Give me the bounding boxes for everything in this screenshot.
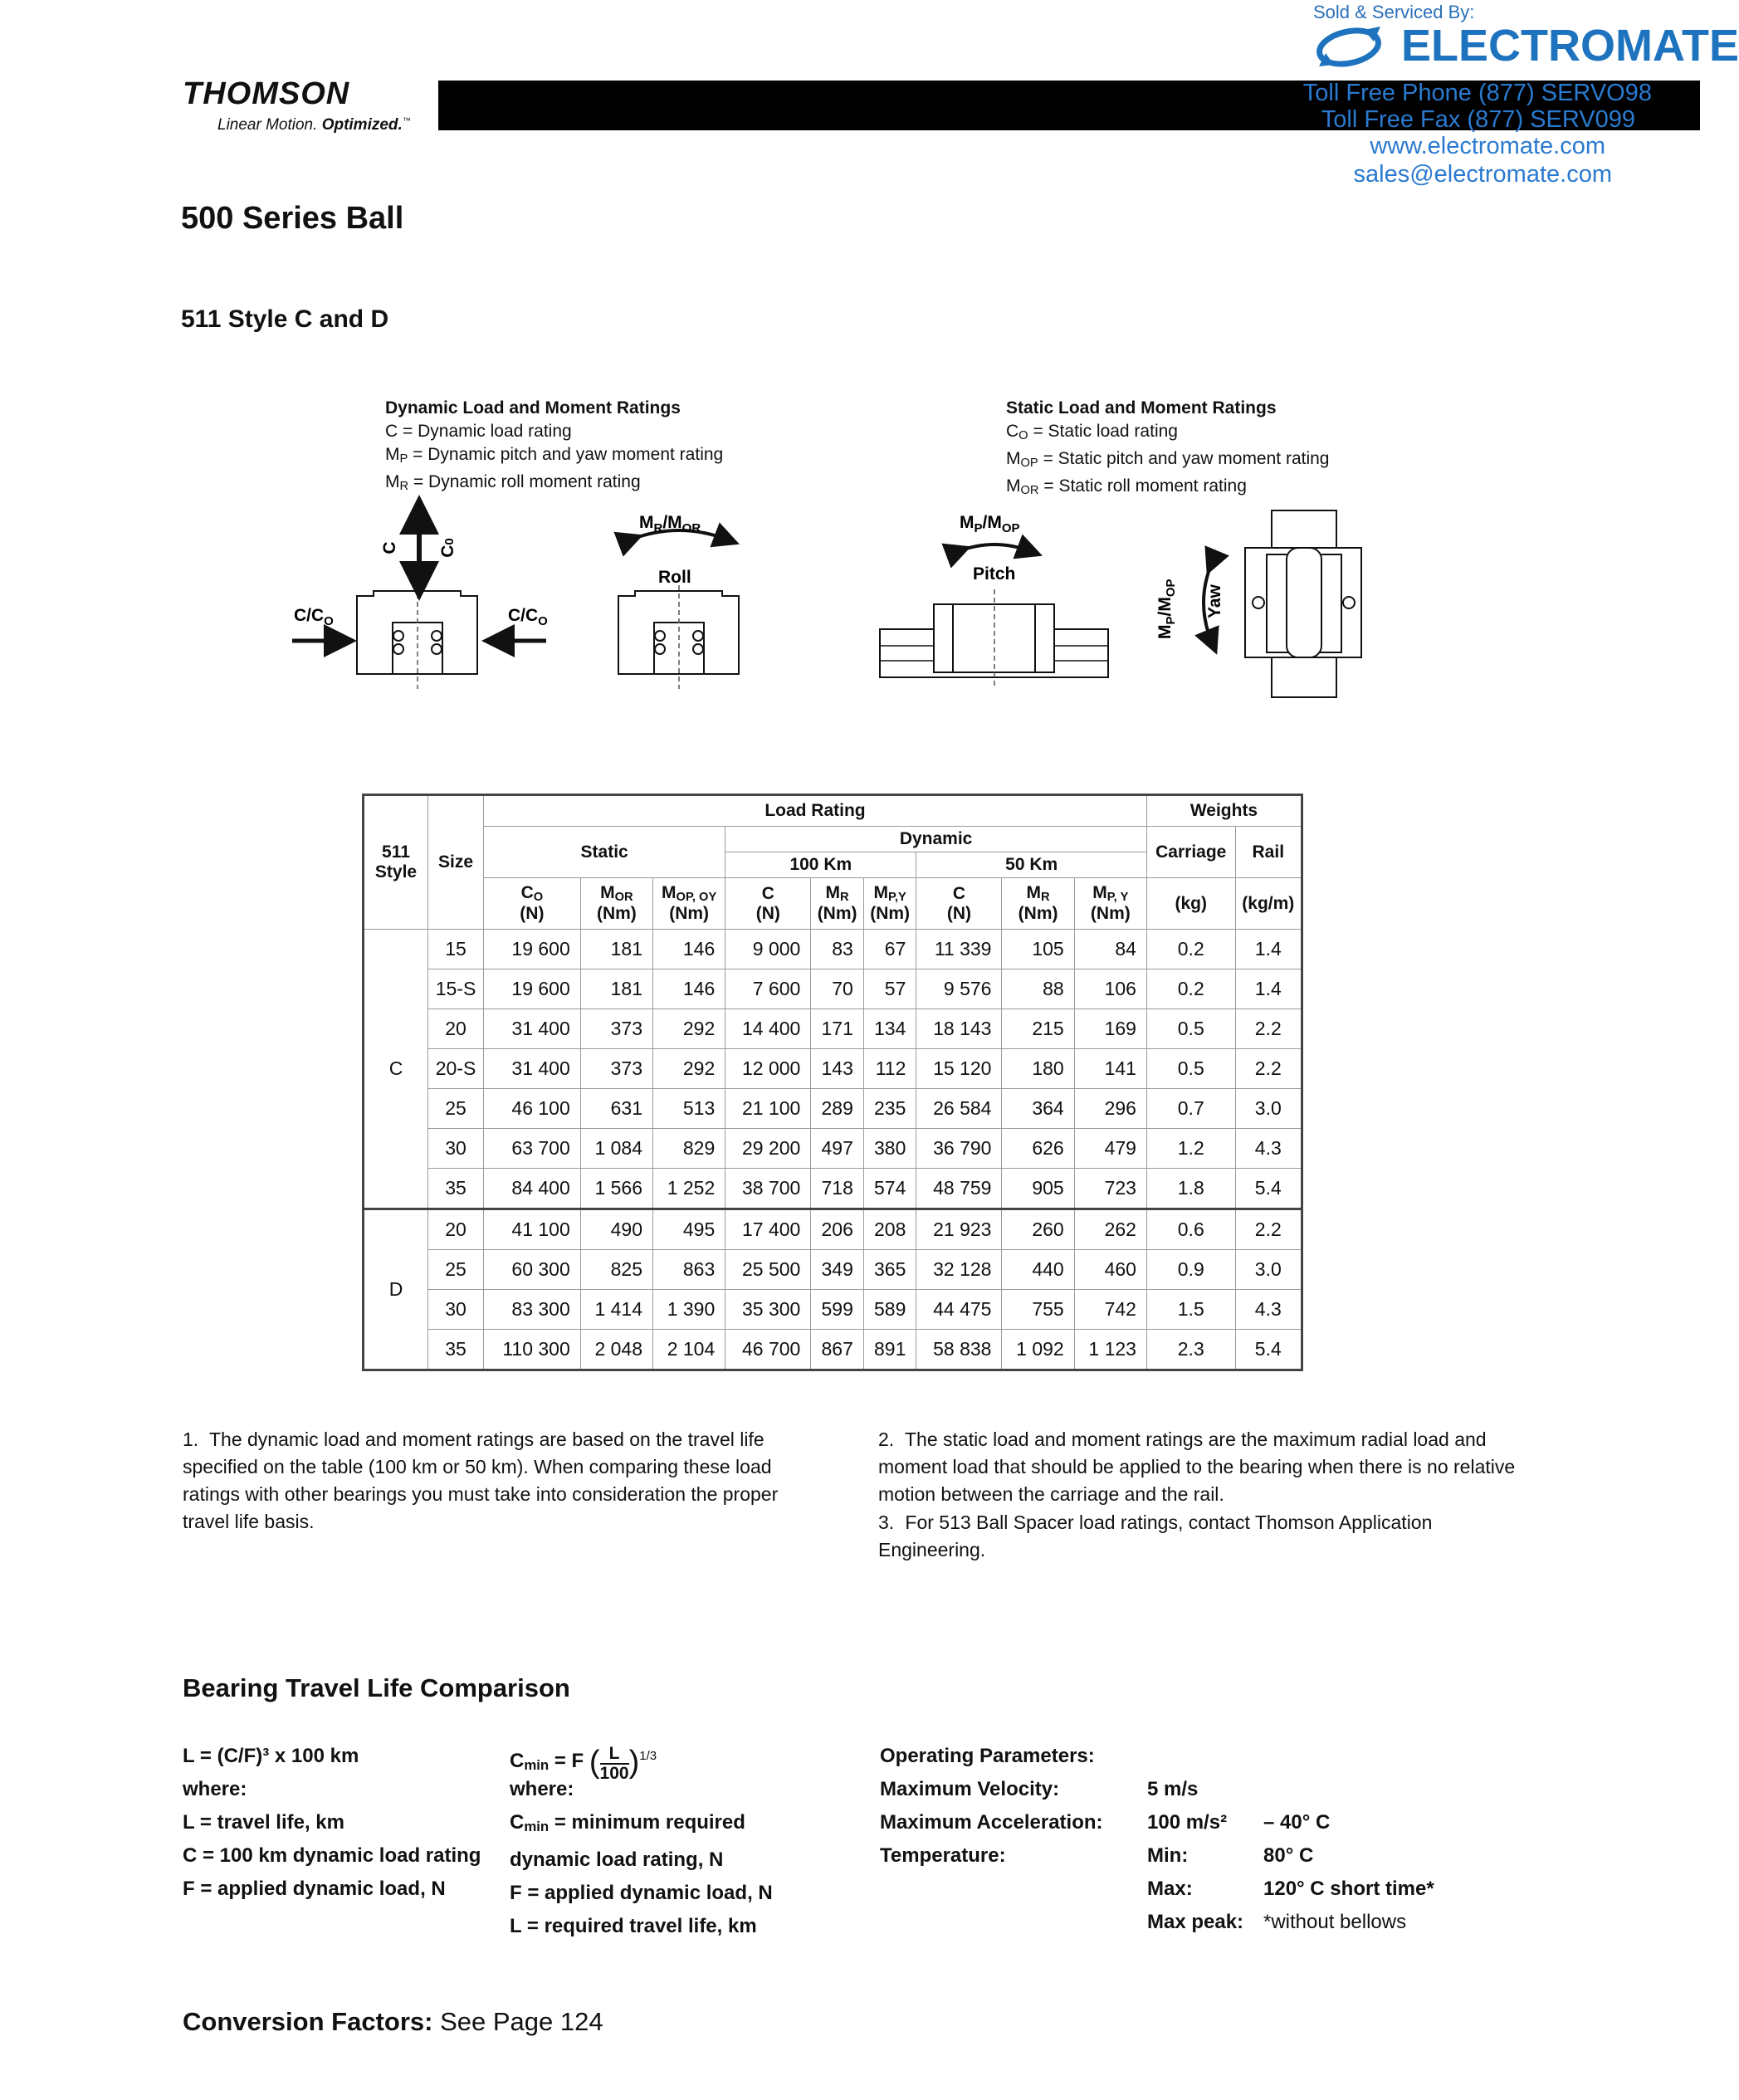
value-cell: 905 (1002, 1169, 1074, 1209)
value-cell: 373 (580, 1009, 652, 1049)
value-cell: 67 (863, 930, 916, 969)
table-row (364, 1169, 1302, 1209)
value-cell: 141 (1074, 1049, 1146, 1089)
value-cell: 215 (1002, 1009, 1074, 1049)
static-legend-heading: Static Load and Moment Ratings (1006, 398, 1277, 418)
c-label: C (380, 541, 399, 554)
value-cell: 1 566 (580, 1169, 652, 1209)
value-cell: 599 (811, 1290, 864, 1330)
value-cell: 181 (580, 969, 652, 1009)
value-cell: 1.4 (1235, 930, 1302, 969)
table-row (364, 969, 1302, 1009)
size-cell: 35 (428, 1330, 484, 1370)
temperature-values: – 40° C 80° C 120° C short time* *without bellows (1263, 1811, 1434, 1933)
value-cell: 891 (863, 1330, 916, 1370)
col-header-weights: Weights (1146, 795, 1302, 827)
size-cell: 25 (428, 1089, 484, 1129)
col-header-rail: Rail (1235, 827, 1302, 878)
dynamic-legend-line: C = Dynamic load rating (385, 422, 572, 441)
table-row (364, 1290, 1302, 1330)
value-cell: 134 (863, 1009, 916, 1049)
col-unit-header: C (N) (916, 878, 1002, 930)
value-cell: 5.4 (1235, 1330, 1302, 1370)
value-cell: 180 (1002, 1049, 1074, 1089)
carriage-top-view-yaw (1245, 510, 1361, 697)
value-cell: 70 (811, 969, 864, 1009)
size-cell: 30 (428, 1129, 484, 1169)
value-cell: 36 790 (916, 1129, 1002, 1169)
page-title: 500 Series Ball (181, 201, 404, 236)
value-cell: 58 838 (916, 1330, 1002, 1370)
col-header-size: Size (428, 795, 484, 930)
table-row (364, 1089, 1302, 1129)
value-cell: 829 (653, 1129, 725, 1169)
value-cell: 105 (1002, 930, 1074, 969)
col-header-load-rating: Load Rating (484, 795, 1147, 827)
table-row (364, 1129, 1302, 1169)
toll-free-phone: Toll Free Phone (877) SERVO98 (1302, 80, 1652, 106)
value-cell: 110 300 (484, 1330, 581, 1370)
value-cell: 289 (811, 1089, 864, 1129)
value-cell: 2.2 (1235, 1049, 1302, 1089)
value-cell: 21 923 (916, 1209, 1002, 1250)
value-cell: 2.3 (1146, 1330, 1235, 1370)
col-unit-header: $M_{P, Y}$ (Nm) (1074, 878, 1146, 930)
value-cell: 574 (863, 1169, 916, 1209)
value-cell: 292 (653, 1009, 725, 1049)
value-cell: 21 100 (725, 1089, 811, 1129)
col-unit-header: $M_{OR}$ (Nm) (580, 878, 652, 930)
value-cell: 1 123 (1074, 1330, 1146, 1370)
value-cell: 0.5 (1146, 1009, 1235, 1049)
size-cell: 30 (428, 1290, 484, 1330)
value-cell: 631 (580, 1089, 652, 1129)
carriage-end-view-1 (357, 577, 477, 689)
value-cell: 57 (863, 969, 916, 1009)
value-cell: 19 600 (484, 969, 581, 1009)
value-cell: 143 (811, 1049, 864, 1089)
table-row (364, 1049, 1302, 1089)
col-unit-header: $M_{P,Y}$ (Nm) (863, 878, 916, 930)
value-cell: 12 000 (725, 1049, 811, 1089)
static-legend (1006, 397, 1330, 502)
col-header-static: Static (484, 827, 725, 878)
col-unit-header: C (N) (725, 878, 811, 930)
operating-parameters-values: 5 m/s 100 m/s² Min: Max: Max peak: (1147, 1778, 1244, 1933)
value-cell: 626 (1002, 1129, 1074, 1169)
note-1: 1. The dynamic load and moment ratings are based on the travel life specified on the table (100 km or 50 km). When comparing these load ratings with other bearings you must take into consideration the proper travel life basis. (183, 1428, 779, 1532)
sold-by-label: Sold & Serviced By: (1313, 2, 1475, 22)
load-rating-table (362, 794, 1303, 1371)
col-unit-header: (kg/m) (1235, 878, 1302, 930)
value-cell: 4.3 (1235, 1290, 1302, 1330)
travel-life-formula-2: $C_{min} = F$ ( $\frac{L}{100}$ )$^{1/3}$ where: $C_{min}$ = minimum required dynamic load rating, N F = applied dynamic load, N L = required travel life, km (510, 1740, 773, 1943)
size-cell: 20 (428, 1209, 484, 1250)
value-cell: 380 (863, 1129, 916, 1169)
value-cell: 63 700 (484, 1129, 581, 1169)
lateral-load-left-label: $C/C_O$ (294, 606, 334, 628)
value-cell: 235 (863, 1089, 916, 1129)
static-legend-line: $C_O$ = Static load rating (1006, 422, 1178, 442)
table-row (364, 1250, 1302, 1290)
thomson-logo (183, 76, 349, 112)
value-cell: 146 (653, 969, 725, 1009)
size-cell: 35 (428, 1169, 484, 1209)
value-cell: 84 (1074, 930, 1146, 969)
roll-label: Roll (658, 568, 691, 587)
value-cell: 742 (1074, 1290, 1146, 1330)
table-row (364, 930, 1302, 969)
value-cell: 46 100 (484, 1089, 581, 1129)
value-cell: 0.2 (1146, 969, 1235, 1009)
value-cell: 2.2 (1235, 1209, 1302, 1250)
value-cell: 19 600 (484, 930, 581, 969)
note-2: 2. The static load and moment ratings are the maximum radial load and moment load that should be applied to the bearing when there is no relative motion between the carriage and the rail. (878, 1428, 1516, 1505)
brand-tagline: Linear Motion. Optimized.™ (217, 116, 411, 134)
col-unit-header: $M_{OP, OY}$ (Nm) (653, 878, 725, 930)
value-cell: 863 (653, 1250, 725, 1290)
value-cell: 1 414 (580, 1290, 652, 1330)
table-row (364, 1009, 1302, 1049)
value-cell: 365 (863, 1250, 916, 1290)
dynamic-legend-line: $M_R$ = Dynamic roll moment rating (385, 472, 641, 493)
value-cell: 867 (811, 1330, 864, 1370)
value-cell: 364 (1002, 1089, 1074, 1129)
value-cell: 1.5 (1146, 1290, 1235, 1330)
size-cell: 15 (428, 930, 484, 969)
value-cell: 15 120 (916, 1049, 1002, 1089)
cmin-formula: $C_{min} = F$ ( $\frac{L}{100}$ )$^{1/3}$ (510, 1744, 657, 1783)
conversion-factors: Conversion Factors: See Page 124 (183, 2007, 603, 2036)
section-subtitle: 511 Style C and D (181, 305, 389, 333)
value-cell: 31 400 (484, 1049, 581, 1089)
col-header-50km: 50 Km (916, 852, 1147, 878)
load-direction-diagram (282, 498, 1403, 697)
roll-moment-label: $M_R/M_{OR}$ (639, 513, 701, 535)
pitch-label: Pitch (973, 564, 1016, 584)
size-cell: 20-S (428, 1049, 484, 1089)
value-cell: 0.2 (1146, 930, 1235, 969)
value-cell: 2 048 (580, 1330, 652, 1370)
value-cell: 88 (1002, 969, 1074, 1009)
value-cell: 262 (1074, 1209, 1146, 1250)
col-unit-header: $M_R$ (Nm) (1002, 878, 1074, 930)
value-cell: 260 (1002, 1209, 1074, 1250)
value-cell: 208 (863, 1209, 916, 1250)
value-cell: 292 (653, 1049, 725, 1089)
value-cell: 38 700 (725, 1169, 811, 1209)
dynamic-legend-line: $M_P$ = Dynamic pitch and yaw moment rating (385, 445, 724, 466)
value-cell: 589 (863, 1290, 916, 1330)
value-cell: 112 (863, 1049, 916, 1089)
value-cell: 1 092 (1002, 1330, 1074, 1370)
value-cell: 18 143 (916, 1009, 1002, 1049)
value-cell: 1 252 (653, 1169, 725, 1209)
value-cell: 495 (653, 1209, 725, 1250)
lateral-load-right-label: $C/C_O$ (508, 606, 548, 628)
value-cell: 755 (1002, 1290, 1074, 1330)
travel-life-formula-1: L = (C/F)³ x 100 km where: L = travel life, km C = 100 km dynamic load rating F = applied dynamic load, N (183, 1745, 481, 1900)
value-cell: 46 700 (725, 1330, 811, 1370)
value-cell: 825 (580, 1250, 652, 1290)
col-header-100km: 100 Km (725, 852, 916, 878)
table-row (364, 1209, 1302, 1250)
value-cell: 1 084 (580, 1129, 652, 1169)
value-cell: 44 475 (916, 1290, 1002, 1330)
value-cell: 3.0 (1235, 1250, 1302, 1290)
value-cell: 349 (811, 1250, 864, 1290)
value-cell: 0.7 (1146, 1089, 1235, 1129)
value-cell: 48 759 (916, 1169, 1002, 1209)
electromate-logo-icon (1316, 25, 1384, 68)
value-cell: 26 584 (916, 1089, 1002, 1129)
distributor-name: ELECTROMATE (1401, 21, 1739, 71)
value-cell: 0.5 (1146, 1049, 1235, 1089)
value-cell: 32 128 (916, 1250, 1002, 1290)
value-cell: 181 (580, 930, 652, 969)
value-cell: 296 (1074, 1089, 1146, 1129)
value-cell: 84 400 (484, 1169, 581, 1209)
value-cell: 0.9 (1146, 1250, 1235, 1290)
static-legend-line: $M_{OP}$ = Static pitch and yaw moment rating (1006, 449, 1330, 470)
value-cell: 146 (653, 930, 725, 969)
col-unit-header: (kg) (1146, 878, 1235, 930)
co-label: C0 (438, 538, 457, 558)
value-cell: 1.8 (1146, 1169, 1235, 1209)
static-legend-line: $M_{OR}$ = Static roll moment rating (1006, 476, 1247, 497)
value-cell: 169 (1074, 1009, 1146, 1049)
yaw-label: Yaw (1205, 584, 1224, 618)
carriage-side-view-pitch (880, 589, 1108, 689)
value-cell: 5.4 (1235, 1169, 1302, 1209)
style-cell: C (364, 930, 428, 1209)
dynamic-legend-heading: Dynamic Load and Moment Ratings (385, 398, 681, 418)
value-cell: 4.3 (1235, 1129, 1302, 1169)
value-cell: 1.2 (1146, 1129, 1235, 1169)
value-cell: 497 (811, 1129, 864, 1169)
value-cell: 106 (1074, 969, 1146, 1009)
size-cell: 15-S (428, 969, 484, 1009)
value-cell: 60 300 (484, 1250, 581, 1290)
value-cell: 41 100 (484, 1209, 581, 1250)
value-cell: 9 000 (725, 930, 811, 969)
col-header-dynamic: Dynamic (725, 827, 1147, 852)
value-cell: 718 (811, 1169, 864, 1209)
travel-life-heading: Bearing Travel Life Comparison (183, 1673, 570, 1702)
col-header-carriage: Carriage (1146, 827, 1235, 878)
value-cell: 31 400 (484, 1009, 581, 1049)
carriage-end-view-roll (618, 577, 739, 689)
website-link[interactable]: www.electromate.com (1370, 133, 1605, 159)
value-cell: 7 600 (725, 969, 811, 1009)
value-cell: 373 (580, 1049, 652, 1089)
value-cell: 0.6 (1146, 1209, 1235, 1250)
col-unit-header: $M_R$ (Nm) (811, 878, 864, 930)
yaw-moment-label: $M_P/M_{OP}$ (1155, 579, 1178, 639)
value-cell: 460 (1074, 1250, 1146, 1290)
value-cell: 2.2 (1235, 1009, 1302, 1049)
col-header-style: 511 Style (364, 795, 428, 930)
value-cell: 1 390 (653, 1290, 725, 1330)
value-cell: 440 (1002, 1250, 1074, 1290)
value-cell: 3.0 (1235, 1089, 1302, 1129)
size-cell: 20 (428, 1009, 484, 1049)
col-unit-header: $C_O$ (N) (484, 878, 581, 930)
value-cell: 479 (1074, 1129, 1146, 1169)
dynamic-legend (385, 397, 723, 498)
value-cell: 9 576 (916, 969, 1002, 1009)
value-cell: 171 (811, 1009, 864, 1049)
value-cell: 490 (580, 1209, 652, 1250)
value-cell: 723 (1074, 1169, 1146, 1209)
value-cell: 83 (811, 930, 864, 969)
value-cell: 14 400 (725, 1009, 811, 1049)
value-cell: 83 300 (484, 1290, 581, 1330)
value-cell: 1.4 (1235, 969, 1302, 1009)
value-cell: 513 (653, 1089, 725, 1129)
note-3: 3. For 513 Ball Spacer load ratings, contact Thomson Application Engineering. (878, 1512, 1433, 1560)
pitch-moment-label: $M_P/M_{OP}$ (960, 513, 1020, 535)
table-row (364, 1330, 1302, 1370)
value-cell: 29 200 (725, 1129, 811, 1169)
value-cell: 206 (811, 1209, 864, 1250)
operating-parameters-labels: Operating Parameters: Maximum Velocity: Maximum Acceleration: Temperature: (880, 1745, 1103, 1867)
value-cell: 35 300 (725, 1290, 811, 1330)
email-link[interactable]: sales@electromate.com (1353, 161, 1612, 188)
value-cell: 25 500 (725, 1250, 811, 1290)
value-cell: 11 339 (916, 930, 1002, 969)
value-cell: 2 104 (653, 1330, 725, 1370)
pitch-arrow-icon (959, 545, 1030, 551)
size-cell: 25 (428, 1250, 484, 1290)
brand-name: THOMSON (183, 76, 350, 111)
toll-free-fax: Toll Free Fax (877) SERV099 (1321, 106, 1635, 133)
style-cell: D (364, 1209, 428, 1370)
value-cell: 17 400 (725, 1209, 811, 1250)
